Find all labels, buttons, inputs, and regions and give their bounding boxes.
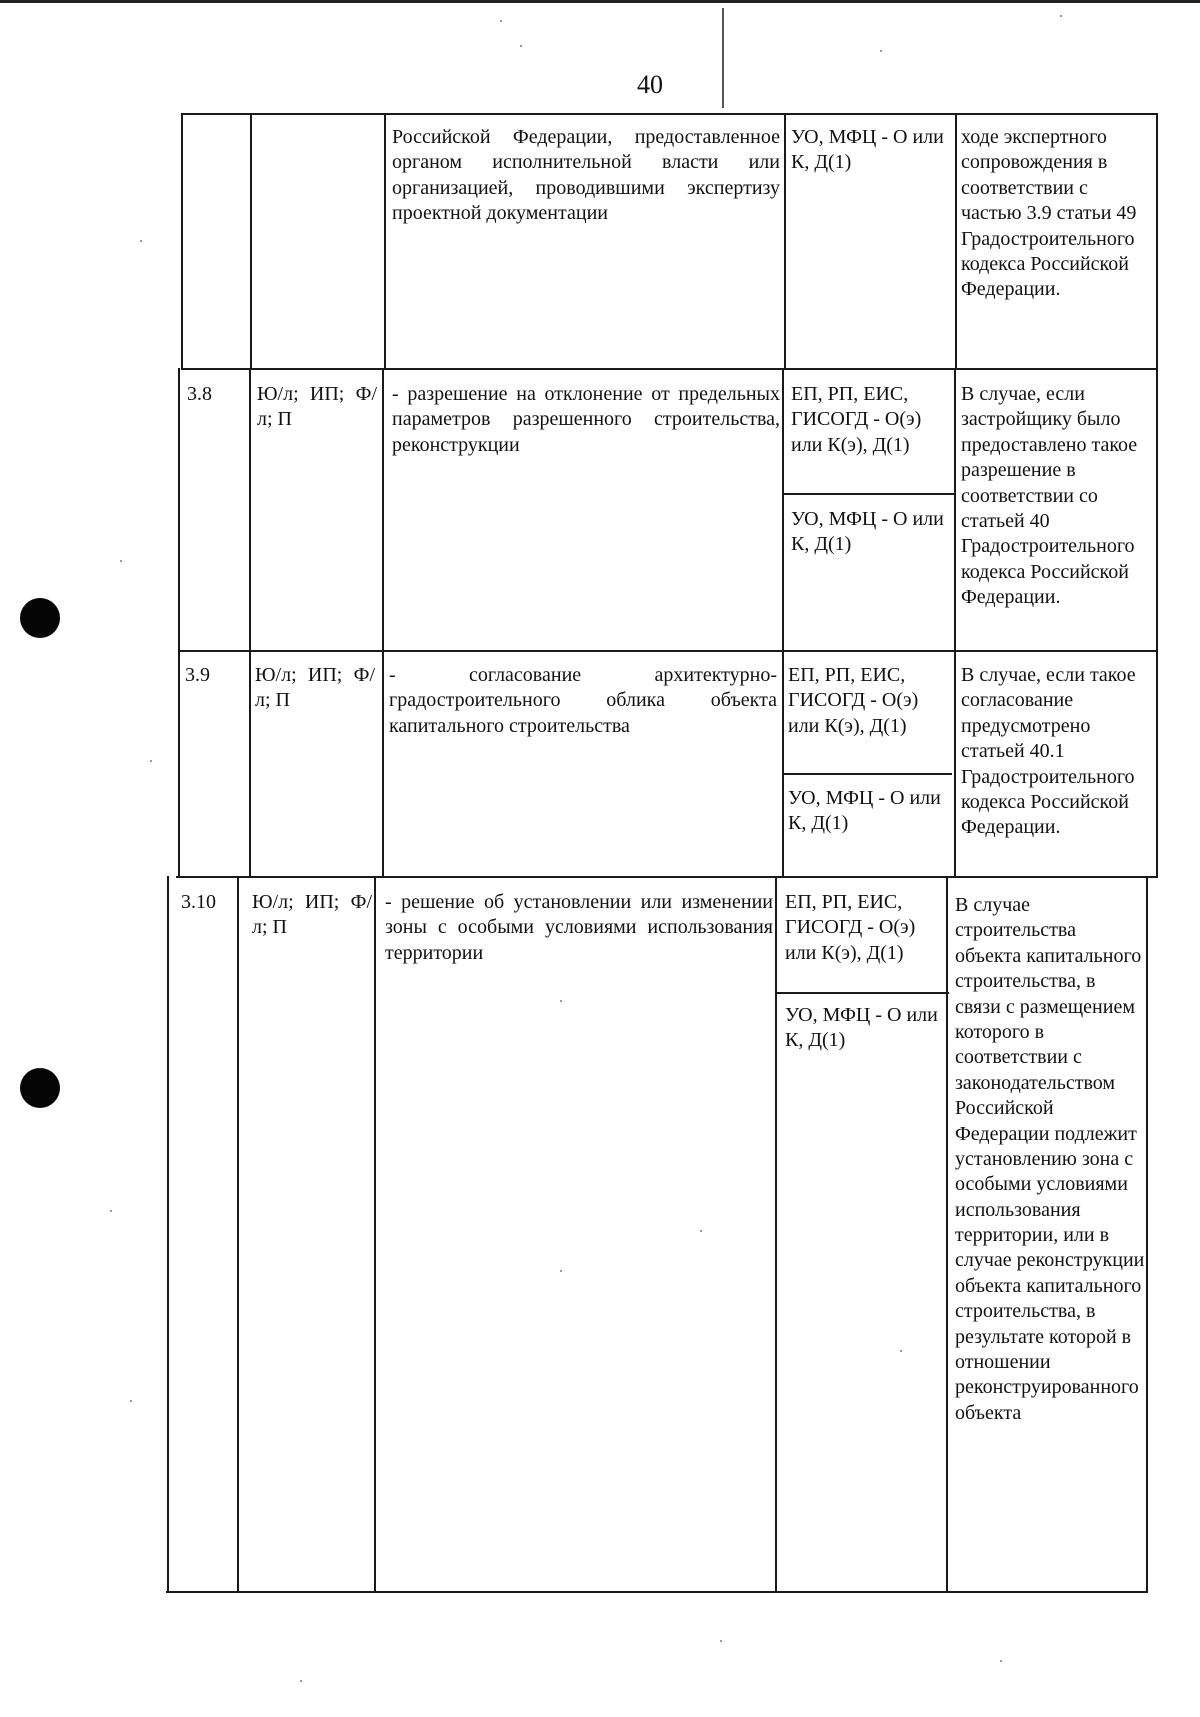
row-number-cell: 3.9 [185, 664, 210, 686]
column-divider [784, 113, 786, 368]
punch-hole-upper [20, 598, 60, 638]
column-divider [249, 368, 251, 878]
column-divider [384, 113, 386, 368]
document-cell: - разрешение на отклонение от предельных параметров разрешенного строительства, реконструкции [392, 383, 780, 456]
table-border-left [178, 368, 180, 878]
row-number-cell [182, 120, 250, 365]
document-cell: Российской Федерации, предоставленное органом исполнительной власти или организацией, проводившими экспертизу проектной документации [392, 126, 780, 225]
method-cell-upper: ЕП, РП, ЕИС, ГИСОГД - О(э) или К(э), Д(1) [791, 383, 922, 456]
method-cell-upper: ЕП, РП, ЕИС, ГИСОГД - О(э) или К(э), Д(1) [785, 891, 916, 964]
top-border [0, 0, 1200, 3]
column-divider [782, 368, 784, 878]
method-subdivider [782, 773, 952, 775]
table-border-right [1146, 876, 1148, 1593]
method-cell-lower: УО, МФЦ - О или К, Д(1) [791, 508, 944, 556]
applicant-cell: Ю/л; ИП; Ф/л; П [252, 891, 372, 939]
page-number: 40 [637, 70, 663, 99]
table-border-left [181, 113, 183, 368]
document-cell: - согласование архитектурно-градостроительного облика объекта капитального строительства [389, 664, 777, 737]
method-cell-upper: УО, МФЦ - О или К, Д(1) [791, 126, 944, 174]
punch-hole-lower [20, 1068, 60, 1108]
column-divider [250, 113, 252, 368]
document-cell: - решение об установлении или изменении зоны с особыми условиями использования территории [385, 891, 773, 964]
condition-cell: В случае строительства объекта капитального строительства, в связи с размещением которого в соответствии с законодательством Российской Федерации подлежит установлению зона с особыми условиями использования территории, или в случае реконструкции объекта капитального строительства, в результате которой в отношении реконструированного объекта [955, 894, 1145, 1424]
column-divider [382, 368, 384, 878]
condition-cell: В случае, если такое согласование предусмотрено статьей 40.1 Градостроительного кодекса Российской Федерации. [961, 664, 1136, 839]
column-divider [955, 113, 957, 368]
table-border-bottom [166, 1591, 1148, 1593]
table-border-right [1156, 113, 1158, 878]
applicant-cell [252, 120, 382, 365]
row-divider [181, 368, 1158, 370]
method-subdivider [777, 992, 949, 994]
column-divider [775, 876, 777, 1593]
table-border-top [182, 113, 1158, 115]
row-number-cell: 3.8 [187, 383, 212, 405]
binding-margin-line [722, 8, 724, 108]
applicant-cell: Ю/л; ИП; Ф/л; П [255, 664, 375, 712]
column-divider [946, 876, 948, 1593]
row-divider [176, 876, 1157, 878]
condition-cell: ходе экспертного сопровождения в соответствии с частью 3.9 статьи 49 Градостроительного кодекса Российской Федерации. [961, 126, 1137, 301]
column-divider [237, 876, 239, 1593]
method-cell-lower: УО, МФЦ - О или К, Д(1) [788, 787, 941, 835]
method-cell-upper: ЕП, РП, ЕИС, ГИСОГД - О(э) или К(э), Д(1) [788, 664, 919, 737]
condition-cell: В случае, если застройщику было предоставлено такое разрешение в соответствии со статьей 40 Градостроительного кодекса Российской Федерации. [961, 383, 1138, 609]
column-divider [954, 368, 956, 878]
row-number-cell: 3.10 [181, 891, 216, 913]
applicant-cell: Ю/л; ИП; Ф/л; П [257, 383, 377, 431]
table-border-left [167, 876, 169, 1593]
row-divider [179, 650, 1157, 652]
method-cell-lower: УО, МФЦ - О или К, Д(1) [785, 1004, 938, 1052]
column-divider [374, 876, 376, 1593]
method-subdivider [784, 493, 954, 495]
